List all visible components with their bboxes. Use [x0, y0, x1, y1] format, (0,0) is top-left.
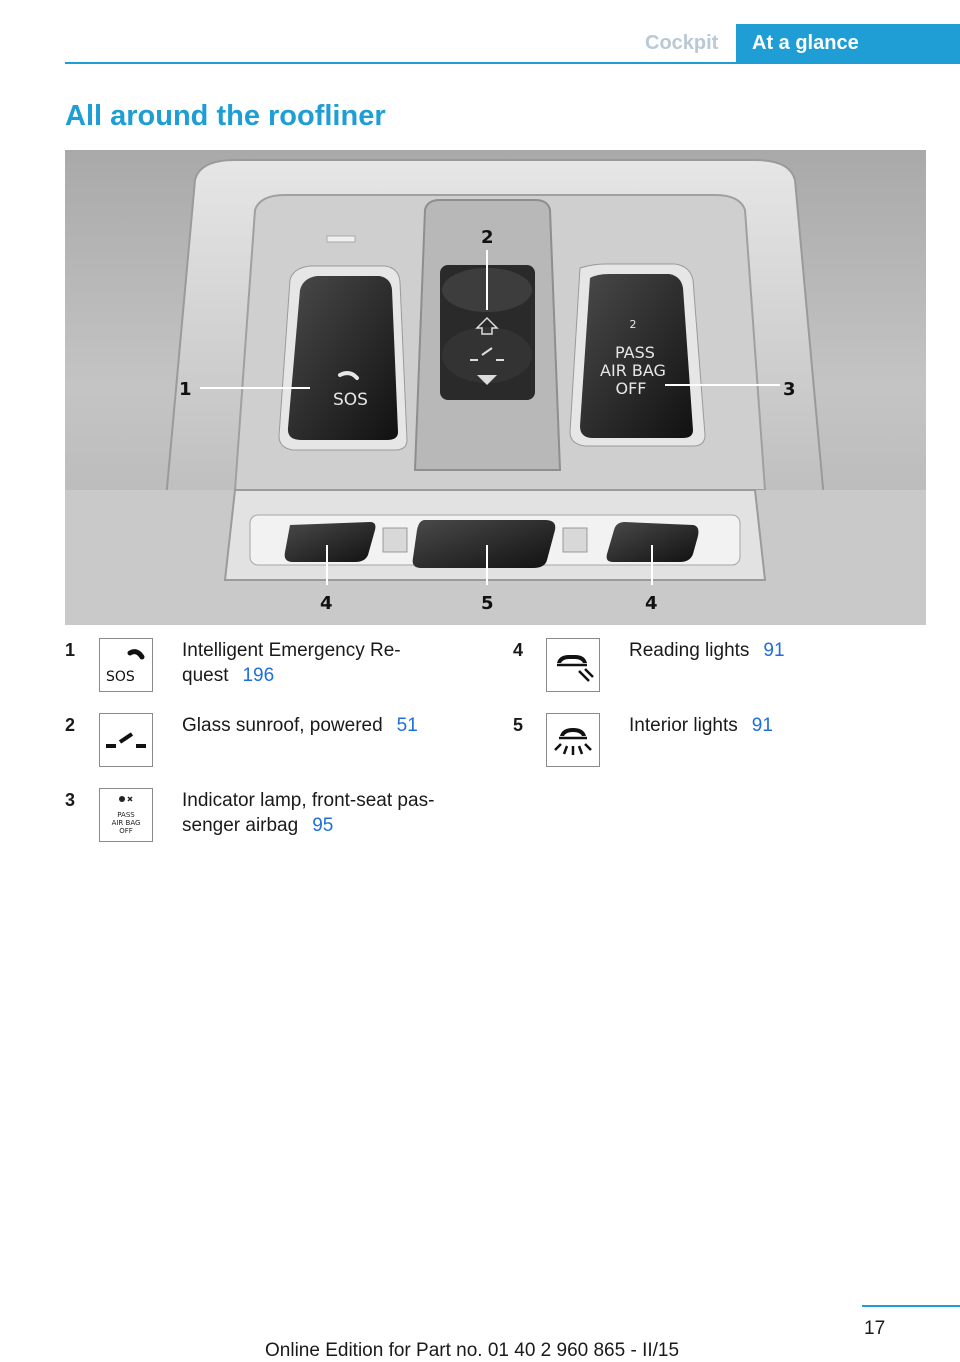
legend-text-line1: Reading lights	[629, 640, 750, 661]
airbag-icon-line1: PASS	[117, 811, 135, 819]
legend-number: 1	[65, 640, 76, 660]
callout-4-right: 4	[645, 593, 658, 614]
sunroof-icon	[99, 713, 153, 767]
photo-airbag-sub: 2	[629, 318, 637, 331]
page-number: 17	[864, 1318, 886, 1339]
legend-text	[182, 788, 462, 838]
callout-4-left: 4	[320, 593, 333, 614]
roofliner-photo	[65, 150, 926, 625]
header-section-cockpit[interactable]: Cockpit	[645, 32, 719, 54]
photo-airbag-line1: PASS	[615, 343, 655, 362]
footer-rule	[862, 1305, 960, 1307]
legend-text	[629, 713, 909, 738]
page-title: All around the roofliner	[65, 100, 386, 132]
legend-number: 5	[513, 715, 524, 735]
callout-1: 1	[179, 379, 192, 400]
legend-text	[629, 638, 909, 663]
header-tab-label: At a glance	[752, 32, 859, 54]
legend-text-line1: Intelligent Emergency Re‐	[182, 640, 401, 661]
legend-number: 4	[513, 640, 524, 660]
edition-note: Online Edition for Part no. 01 40 2 960 865 - II/15	[265, 1340, 680, 1361]
airbag-off-icon	[99, 788, 153, 842]
sos-icon	[99, 638, 153, 692]
callout-2: 2	[481, 227, 494, 248]
legend-text-line2: senger airbag	[182, 815, 299, 836]
page-reference-link[interactable]: 196	[242, 665, 275, 686]
sos-icon-text: SOS	[106, 669, 135, 685]
legend-text	[182, 713, 452, 738]
legend-text-line1: Indicator lamp, front-seat pas‐	[182, 790, 435, 811]
legend-text	[182, 638, 452, 688]
photo-airbag-line3: OFF	[615, 379, 647, 398]
callout-3: 3	[783, 379, 796, 400]
photo-airbag-line2: AIR BAG	[600, 361, 666, 380]
legend-text-line2: quest	[182, 665, 229, 686]
legend-number: 3	[65, 790, 76, 810]
header-tab-at-a-glance[interactable]	[736, 24, 960, 62]
interior-light-icon	[546, 713, 600, 767]
header-rule	[65, 62, 960, 64]
callout-5: 5	[481, 593, 494, 614]
photo-sos-label: SOS	[333, 390, 368, 410]
page-reference-link[interactable]: 91	[763, 640, 785, 661]
legend-number: 2	[65, 715, 76, 735]
legend-text-line1: Glass sunroof, powered	[182, 715, 383, 736]
page-reference-link[interactable]: 95	[312, 815, 334, 836]
legend-text-line1: Interior lights	[629, 715, 738, 736]
reading-light-icon	[546, 638, 600, 692]
airbag-icon-line2: AIR BAG	[111, 819, 141, 827]
page-reference-link[interactable]: 91	[751, 715, 773, 736]
page-reference-link[interactable]: 51	[396, 715, 418, 736]
airbag-icon-line3: OFF	[119, 827, 133, 835]
